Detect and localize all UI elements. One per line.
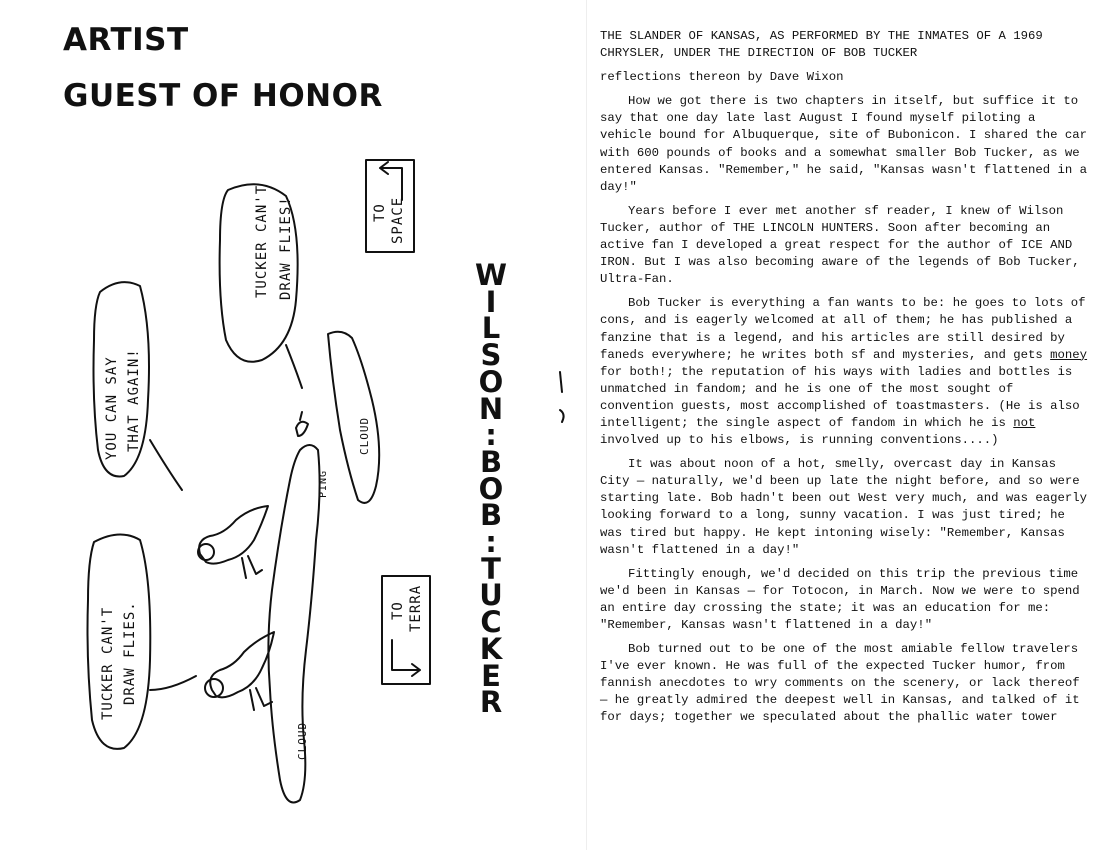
paragraph-5: Fittingly enough, we'd decided on this trip the previous time we'd been in Kansas — for Totocon, in March. Now we were to spend an entire day crossing the state; it was an education for me: "Remember, Kansas wasn't flattened in a day!" [600, 566, 1080, 632]
paragraph-2: Years before I ever met another sf reader, I knew of Wilson Tucker, author of THE LINCOLN HUNTERS. Soon after becoming an active fan I developed a great respect for the author of ICE AND IRON. But I was also becoming aware of the legends of Bob Tucker, Ultra-Fan. [600, 203, 1080, 287]
p3-not: not [1013, 415, 1036, 430]
cloud-label-upper: CLOUD [358, 416, 371, 455]
p3-part-c: involved up to his elbows, is running conventions....) [600, 433, 999, 448]
p3-money: money [1050, 347, 1088, 362]
heading-guest-of-honor: GUEST OF HONOR [63, 78, 383, 114]
p3-part-a: Bob Tucker is everything a fan wants to be: he goes to lots of cons, and is eagerly welcomed at all of them; he has published a fanzine that is a legend, and his articles are still desired by faneds everywhere; he writes both sf and mysteries, and gets [600, 296, 1086, 362]
vertical-name [461, 258, 521, 720]
page-fold [586, 0, 587, 850]
speech-mid-line2: THAT AGAIN! [126, 348, 142, 452]
bird-upper [199, 506, 268, 564]
vertical-name-letter: U [479, 578, 503, 613]
article-byline: reflections thereon by Dave Wixon [600, 70, 844, 85]
speech-bubble-bottom [88, 534, 151, 748]
vertical-name-letter: W [475, 258, 507, 292]
speech-bot-line1: TUCKER CAN'T [100, 606, 116, 720]
ping-label: PING [318, 469, 329, 498]
speech-mid-line1: YOU CAN SAY [104, 356, 120, 460]
vertical-name-letter: R [479, 685, 503, 720]
cloud-label-lower: CLOUD [296, 721, 309, 760]
article-title: THE SLANDER OF KANSAS, AS PERFORMED BY THE INMATES OF A 1969 CHRYSLER, UNDER THE DIRECTION OF BOB TUCKER [600, 29, 1043, 61]
vertical-name-letter: N [478, 391, 504, 426]
vertical-name-letter: T [481, 551, 501, 586]
sign-terra-label: TERRA [408, 584, 424, 632]
cloud-small [328, 332, 379, 503]
vertical-name-letter: I [485, 284, 497, 319]
vertical-name-letter: O [478, 471, 504, 506]
paragraph-1: How we got there is two chapters in itself, but suffice it to say that one day late last August I found myself piloting a vehicle bound for Albuquerque, site of Bubonicon. I shared the car with 600 pounds of books and a somewhat smaller Bob Tucker, as we entered Kansas. "Remember," he said, "Kansas wasn't flattened in a day!" [600, 94, 1088, 194]
bird-lower [210, 632, 274, 697]
p3-part-b: for both!; the reputation of his ways with ladies and bottles is unmatched in fandom; and he is one of the most sought of convention guests, most accomplished of toastmasters. (He is also intelligent; the single aspect of fandom in which he is [600, 364, 1080, 430]
heading-artist: ARTIST [63, 22, 189, 58]
speech-top-line1: TUCKER CAN'T [254, 184, 270, 298]
fly [296, 412, 308, 436]
sign-space-label: SPACE [390, 196, 406, 244]
vertical-name-letter: : [485, 418, 497, 453]
sign-terra-to: TO [390, 601, 406, 620]
speech-bot-line2: DRAW FLIES. [122, 601, 138, 705]
sign-space-to: TO [372, 203, 388, 222]
vertical-name-letter: O [478, 364, 504, 399]
cloud-large [268, 445, 319, 803]
vertical-name-letter: L [481, 311, 501, 346]
vertical-name-letters [461, 258, 521, 720]
vertical-name-letter: K [479, 631, 503, 666]
paragraph-3 [600, 295, 1088, 449]
vertical-name-letter: S [480, 338, 502, 373]
article [600, 28, 1088, 734]
speech-top-line2: DRAW FLIES! [278, 196, 294, 300]
vertical-name-letter: : [485, 525, 497, 560]
vertical-name-letter: B [479, 498, 503, 533]
paragraph-6: Bob turned out to be one of the most amiable fellow travelers I've ever known. He was full of the expected Tucker humor, from fannish anecdotes to wry comments on the scenery, or lack thereof — he greatly admired the deepest well in Kansas, and talked of it for days; together we speculated about the phallic water tower [600, 642, 1080, 725]
paragraph-4: It was about noon of a hot, smelly, overcast day in Kansas City — naturally, we'd been up late the night before, and so were starting late. Bob hadn't been out West very much, and was eagerly looking forward to a long, sunny vacation. I was just tired; he was tired but happy. He kept intoning wisely: "Remember, Kansas wasn't flattened in a day!" [600, 457, 1088, 557]
vertical-name-letter: E [481, 658, 501, 693]
vertical-name-letter: B [479, 444, 503, 479]
vertical-name-letter: C [480, 605, 502, 640]
